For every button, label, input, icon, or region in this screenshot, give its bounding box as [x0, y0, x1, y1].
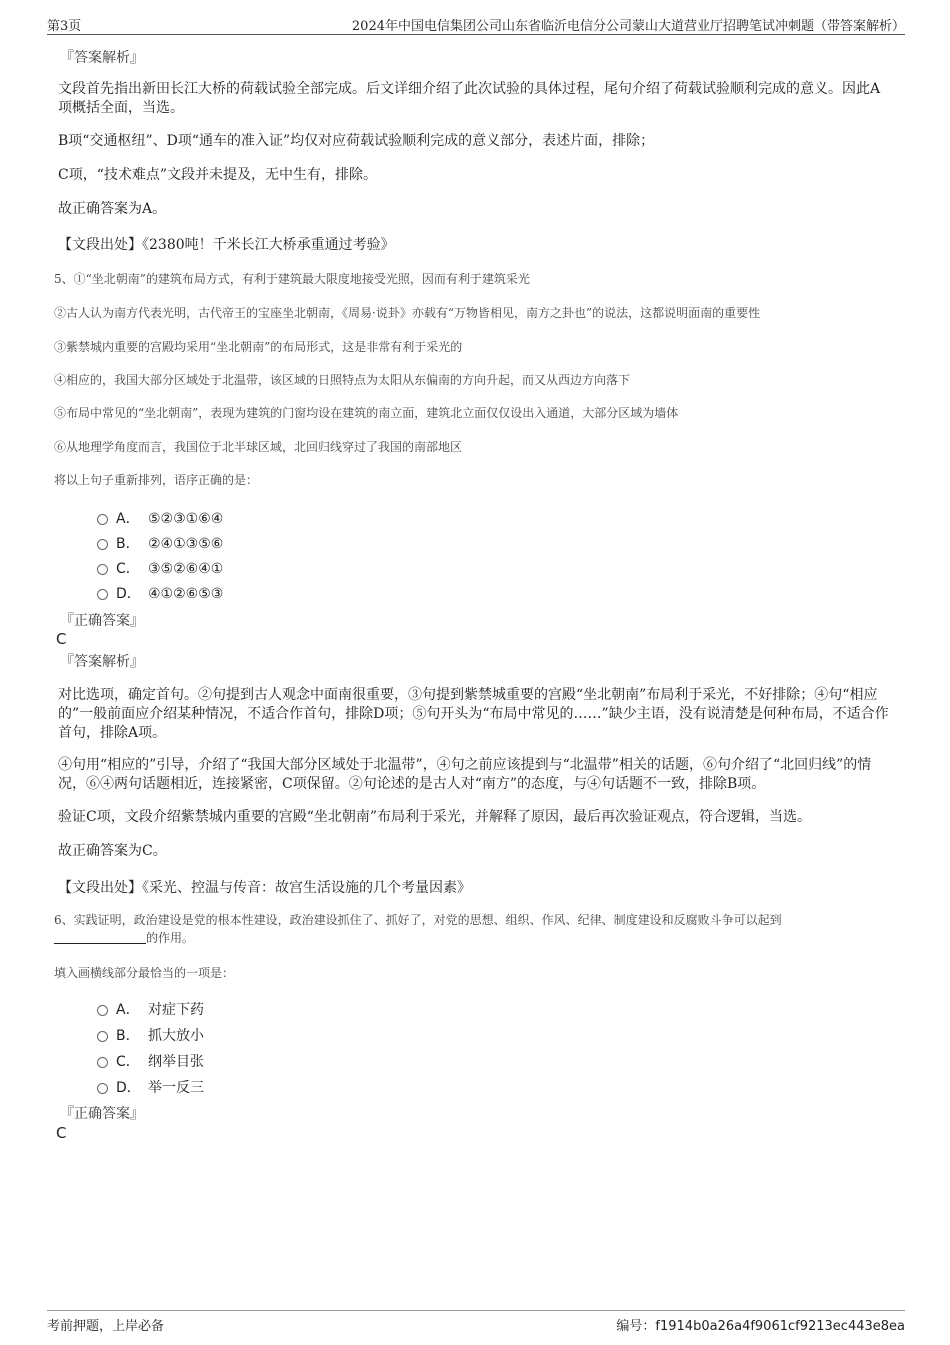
- question-stem: 6、实践证明，政治建设是党的根本性建设，政治建设抓住了、抓好了，对党的思想、组织、作风、纪律、制度建设和反腐败斗争可以起到 的作用。: [54, 913, 782, 945]
- question-prompt: 将以上句子重新排列，语序正确的是：: [54, 473, 259, 487]
- answer-analysis-label: 『答案解析』: [60, 50, 144, 66]
- option-c[interactable]: C． ③⑤②⑥④①: [97, 558, 223, 578]
- analysis-paragraph: 文段首先指出新田长江大桥的荷载试验全部完成。后文详细介绍了此次试验的具体过程，尾句介绍了荷载试验顺利完成的意义。因此A项概括全面，当选。: [58, 81, 881, 116]
- correct-answer: C: [56, 1124, 67, 1142]
- option-a[interactable]: A． ⑤②③①⑥④: [97, 508, 223, 528]
- question-prompt: 填入画横线部分最恰当的一项是：: [54, 966, 235, 980]
- analysis-paragraph: B项“交通枢纽”、D项“通车的准入证”均仅对应荷载试验顺利完成的意义部分，表述片面，排除；: [58, 133, 655, 149]
- radio-icon[interactable]: [97, 1031, 108, 1042]
- fill-blank: [54, 930, 146, 944]
- answer-analysis-label: 『答案解析』: [60, 654, 144, 670]
- radio-icon[interactable]: [97, 564, 108, 575]
- analysis-paragraph: 对比选项，确定首句。②句提到古人观念中面南很重要，③句提到紫禁城重要的宫殿“坐北朝南”布局利于采光，不好排除；④句“相应的”一般前面应介绍某种情况，不适合作首句，排除D项；⑤句开头为“布局中常见的……”缺少主语，没有说清楚是何种布局，不适合作首句，排除A项。: [58, 687, 889, 741]
- document-title: 2024年中国电信集团公司山东省临沂电信分公司蒙山大道营业厅招聘笔试冲刺题（带答案解析）: [351, 19, 905, 34]
- option-b[interactable]: B． ②④①③⑤⑥: [97, 533, 223, 553]
- source-citation: 【文段出处】《采光、控温与传音：故宫生活设施的几个考量因素》: [58, 880, 471, 896]
- radio-icon[interactable]: [97, 1005, 108, 1016]
- radio-icon[interactable]: [97, 539, 108, 550]
- question-stem: 5、①“坐北朝南”的建筑布局方式，有利于建筑最大限度地接受光照，因而有利于建筑采光: [54, 272, 530, 286]
- option-b[interactable]: B． 抓大放小: [97, 1025, 204, 1045]
- page-number: 第3页: [47, 19, 82, 34]
- correct-answer-label: 『正确答案』: [60, 1106, 144, 1122]
- radio-icon[interactable]: [97, 1057, 108, 1068]
- sentence-6: ⑥从地理学角度而言，我国位于北半球区域，北回归线穿过了我国的南部地区: [54, 440, 463, 454]
- serial-number: 编号：f1914b0a26a4f9061cf9213ec443e8ea: [616, 1319, 905, 1334]
- correct-answer: C: [56, 630, 67, 648]
- radio-icon[interactable]: [97, 1083, 108, 1094]
- option-a[interactable]: A． 对症下药: [97, 999, 204, 1019]
- option-c[interactable]: C． 纲举目张: [97, 1051, 204, 1071]
- option-d[interactable]: D． 举一反三: [97, 1077, 204, 1097]
- radio-icon[interactable]: [97, 589, 108, 600]
- option-d[interactable]: D． ④①②⑥⑤③: [97, 583, 223, 603]
- page-header: [47, 12, 905, 35]
- sentence-3: ③紫禁城内重要的宫殿均采用“坐北朝南”的布局形式，这是非常有利于采光的: [54, 340, 463, 354]
- footer-slogan: 考前押题，上岸必备: [47, 1319, 165, 1334]
- analysis-paragraph: ④句用“相应的”引导，介绍了“我国大部分区域处于北温带”，④句之前应该提到与“北温带”相关的话题，⑥句介绍了“北回归线”的情况，⑥④两句话题相近，连接紧密，C项保留。②句论述的是古人对“南方”的态度，与④句话题不一致，排除B项。: [58, 757, 872, 792]
- analysis-paragraph: 验证C项，文段介绍紫禁城内重要的宫殿“坐北朝南”布局利于采光，并解释了原因，最后再次验证观点，符合逻辑，当选。: [58, 809, 812, 825]
- analysis-paragraph: C项，“技术难点”文段并未提及，无中生有，排除。: [58, 167, 378, 183]
- analysis-conclusion: 故正确答案为C。: [58, 843, 167, 859]
- page-footer: [47, 1310, 905, 1334]
- sentence-2: ②古人认为南方代表光明，古代帝王的宝座坐北朝南，《周易·说卦》亦载有“万物皆相见，南方之卦也”的说法，这都说明面南的重要性: [54, 306, 761, 320]
- radio-icon[interactable]: [97, 514, 108, 525]
- sentence-5: ⑤布局中常见的“坐北朝南”，表现为建筑的门窗均设在建筑的南立面，建筑北立面仅仅设出入通道，大部分区域为墙体: [54, 406, 679, 420]
- source-citation: 【文段出处】《2380吨！千米长江大桥承重通过考验》: [58, 237, 395, 253]
- analysis-conclusion: 故正确答案为A。: [58, 201, 167, 217]
- sentence-4: ④相应的，我国大部分区域处于北温带，该区域的日照特点为太阳从东偏南的方向升起，而又从西边方向落下: [54, 373, 631, 387]
- correct-answer-label: 『正确答案』: [60, 613, 144, 629]
